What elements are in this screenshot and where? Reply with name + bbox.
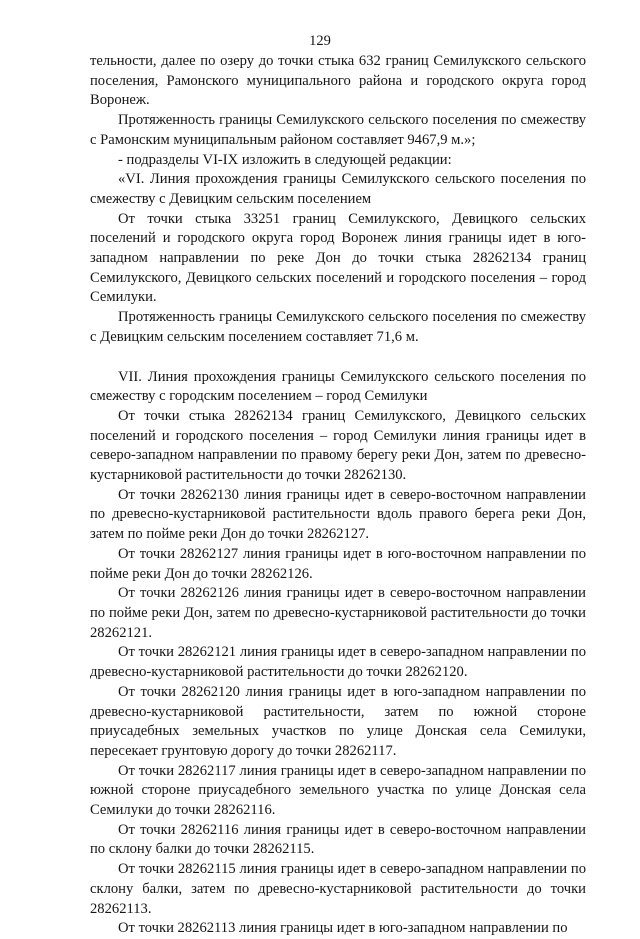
paragraph-vii-route-start: От точки стыка 28262134 границ Семилукского, Девицкого сельских поселений и городского поселения – город Семилуки линия границы идет в северо-западном направлении по правому берегу реки Дон, затем по древесно-кустарниковой растительности до точки 28262130. xyxy=(90,407,586,484)
paragraph-amendment-instruction: - подразделы VI-IX изложить в следующей редакции: xyxy=(118,151,452,168)
paragraph-point-28262116: От точки 28262116 линия границы идет в северо-восточном направлении по склону балки до точки 28262115. xyxy=(90,821,586,858)
section-gap xyxy=(90,348,586,368)
section-heading-vii: VII. Линия прохождения границы Семилукского сельского поселения по смежеству с городским поселением – город Семилуки xyxy=(90,368,586,405)
paragraph-point-28262117: От точки 28262117 линия границы идет в северо-западном направлении по южной стороне приусадебного земельного участка по улице Донская села Семилуки до точки 28262116. xyxy=(90,762,586,819)
paragraph-length-ramon: Протяженность границы Семилукского сельского поселения по смежеству с Рамонским муниципальным районом составляет 9467,9 м.»; xyxy=(90,112,586,148)
paragraph-point-28262120: От точки 28262120 линия границы идет в юго-западном направлении по древесно-кустарниковой растительности, затем по южной стороне приусадебных земельных участков по улице Донская села Семилуки, пересекает грунтовую дорогу до точки 28262117. xyxy=(90,683,586,759)
paragraph-point-28262121: От точки 28262121 линия границы идет в северо-западном направлении по древесно-кустарниковой растительности до точки 28262120. xyxy=(90,644,586,681)
paragraph-point-28262130: От точки 28262130 линия границы идет в северо-восточном направлении по древесно-кустарниковой растительности вдоль правого берега реки Дон, затем по пойме реки Дон до точки 28262127. xyxy=(90,486,586,543)
paragraph-vi-route: От точки стыка 33251 границ Семилукского, Девицкого сельских поселений и городского округа город Воронеж линия границы идет в юго-западном направлении по реке Дон до точки стыка 28262134 границ Семилукского, Девицкого сельских поселений и городского поселения – город Семилуки. xyxy=(90,210,586,306)
paragraph-vi-length: Протяженность границы Семилукского сельского поселения по смежеству с Девицким сельским поселением составляет 71,6 м. xyxy=(90,309,586,345)
paragraph-point-28262113: От точки 28262113 линия границы идет в юго-западном направлении по xyxy=(118,920,568,937)
paragraph-point-28262126: От точки 28262126 линия границы идет в северо-восточном направлении по пойме реки Дон, затем по древесно-кустарниковой растительности до точки 28262121. xyxy=(90,585,586,641)
paragraph-point-28262127: От точки 28262127 линия границы идет в юго-восточном направлении по пойме реки Дон до точки 28262126. xyxy=(90,545,586,582)
paragraph-point-28262115: От точки 28262115 линия границы идет в северо-западном направлении по склону балки, затем по древесно-кустарниковой растительности до точки 28262113. xyxy=(90,861,586,917)
page-number: 129 xyxy=(309,33,331,49)
paragraph-continuation: тельности, далее по озеру до точки стыка 632 границ Семилукского сельского поселения, Рамонского муниципального района и городского округа город Воронеж. xyxy=(90,53,586,109)
document-body xyxy=(90,52,586,939)
section-heading-vi: «VI. Линия прохождения границы Семилукского сельского поселения по смежеству с Девицким сельским поселением xyxy=(90,171,586,207)
